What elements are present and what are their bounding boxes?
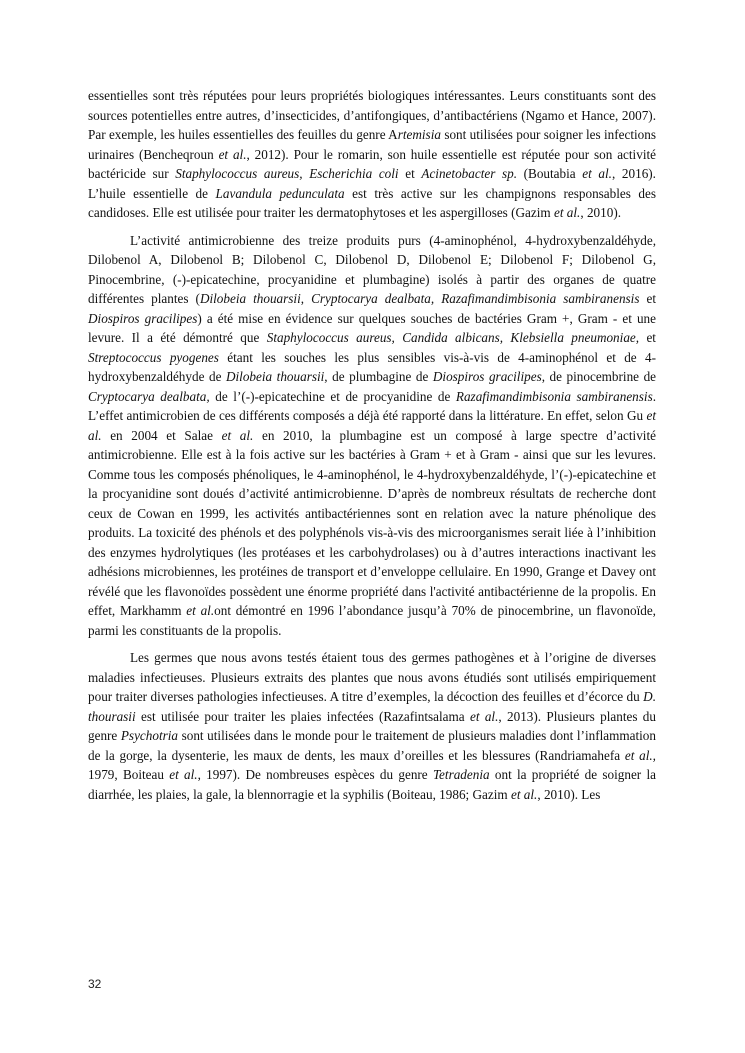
text-segment: , 2013). Plusieurs plantes du genre <box>88 708 656 743</box>
text-segment: et <box>639 291 657 306</box>
text-segment: en 2004 et Salae <box>101 427 222 443</box>
text-segment: , 2016). L’huile essentielle de <box>88 166 656 201</box>
italic-text-segment: Dilobeia thouarsii <box>225 369 325 384</box>
text-segment: , 2010). Les <box>537 786 601 802</box>
italic-text-segment: Tetradenia <box>432 767 490 782</box>
text-segment: sont utilisées pour soigner les infections urinaires (Bencheqroun <box>88 127 656 162</box>
italic-text-segment: et al. <box>221 427 254 443</box>
italic-text-segment: et al. <box>469 708 499 724</box>
italic-text-segment: D. thourasii <box>88 689 656 724</box>
italic-text-segment: Staphylococcus aureus, Escherichia coli <box>175 166 399 181</box>
italic-text-segment: Diospiros gracilipes <box>88 310 198 326</box>
italic-text-segment: Diospiros gracilipes <box>432 369 542 384</box>
paragraph-2 <box>88 231 656 641</box>
italic-text-segment: et al. <box>582 166 612 181</box>
italic-text-segment: Cryptocarya dealbata, Razafimandimbisonia sambiranensis <box>311 291 640 306</box>
text-segment: et <box>398 166 422 181</box>
text-segment: , 1997). De nombreuses espèces du genre <box>197 767 433 782</box>
italic-text-segment: Lavandula pedunculata <box>215 185 345 201</box>
text-segment: ont la propriété de soigner la diarrhée, les plaies, la gale, la blennorragie et la syphilis (Boiteau, 1986; Gazim <box>88 767 656 802</box>
italic-text-segment: et al. <box>88 408 656 443</box>
text-segment: essentielles sont très réputées pour leurs propriétés biologiques intéressantes. Leurs constituants sont des sources potentielles entre autres, d’insecticides, d’antifongiques, d’antibactériens (Ngamo et Hance, 2007). Par exemple, les huiles essentielles des feuilles du genre A <box>88 88 656 142</box>
italic-text-segment: Streptococcus pyogenes <box>88 349 219 365</box>
text-segment: Les germes que nous avons testés étaient tous des germes pathogènes et à l’origine de diverses maladies infectieuses. Plusieurs extraits des plantes que nous avons étudiés sont utilisés empiriquement pour traiter diverses pathologies infectieuses. A titre d’exemples, la décoction des feuilles et d’écorce du <box>88 650 656 704</box>
text-segment: en 2010, la plumbagine est un composé à large spectre d’activité antimicrobienne. Elle est à la fois active sur les bactéries à Gram + et à Gram - ainsi que sur les levures. Comme tous les composés phénoliques, le 4-aminophénol, le 4-hydroxybenzaldéhyde, l’(-)-epicatechine et la procyanidine sont doués d’activité antimicrobienne. D’après de nombreux résultats de recherche dont ceux de Cowan en 1999, les activités antibactériennes sont en relation avec la nature phénolique des produits. La toxicité des phénols et des polyphénols vis-à-vis des microorganismes serait liée à l’inhibition des enzymes hydrolytiques (les protéases et les carbohydrolases) ou à d’autres interactions inactivant les adhésions microbiennes, les protéines de transport et d’enveloppe cellulaire. En 1990, Grange et Davey ont révélé que les flavonoïdes possèdent une énorme propriété dans l'activité antibactérienne de la propolis. En effet, Markhamm <box>88 427 656 618</box>
text-segment: , <box>300 291 312 306</box>
text-segment: (Boutabia <box>517 166 583 181</box>
text-segment: sont utilisées dans le monde pour le traitement de plusieurs maladies dont l’inflammation de la gorge, la dysenterie, les maux de dents, les maux d’oreilles et les blessures (Randriamahefa <box>88 728 656 763</box>
text-segment: L’activité antimicrobienne des treize produits purs (4-aminophénol, 4-hydroxybenzaldéhyde, Dilobenol A, Dilobenol B; Dilobenol C, Dilobenol D, Dilobenol E; Dilobenol F; Dilobenol G, Pinocembrine, (-)-epicatechine, procyanidine et plumbagine) isolés à partir des organes de quatre différentes plantes ( <box>88 232 656 306</box>
text-segment: , de plumbagine de <box>324 369 433 384</box>
text-segment: est très active sur les champignons responsables des candidoses. Elle est utilisée pour traiter les dermatophytoses et les aspergilloses (Gazim <box>88 185 656 220</box>
page-number: 32 <box>88 977 102 991</box>
italic-text-segment: rtemisia <box>397 127 441 142</box>
italic-text-segment: et al. <box>553 205 581 220</box>
text-segment: , 2010). <box>580 205 622 220</box>
italic-text-segment: et al. <box>218 146 247 162</box>
italic-text-segment: et al., <box>624 747 656 763</box>
italic-text-segment: Razafimandimbisonia sambiranensis <box>455 388 653 404</box>
text-segment: ont démontré en 1996 l’abondance jusqu’à 70% de pinocembrine, un flavonoïde, parmi les constituants de la propolis. <box>88 603 656 638</box>
italic-text-segment: Dilobeia thouarsii <box>199 291 301 306</box>
text-segment: est utilisée pour traiter les plaies infectées (Razafintsalama <box>135 708 470 724</box>
text-segment: de l’(-)-epicatechine et de procyanidine de <box>209 388 456 404</box>
italic-text-segment: Staphylococcus aureus, Candida albicans, Klebsiella pneumoniae, <box>266 330 640 345</box>
text-segment: et <box>639 330 656 345</box>
italic-text-segment: Cryptocarya dealbata, <box>88 388 210 404</box>
italic-text-segment: Acinetobacter sp. <box>421 166 518 181</box>
italic-text-segment: Psychotria <box>120 728 179 743</box>
text-segment: , de pinocembrine de <box>541 369 657 384</box>
text-segment: ) a été mise en évidence sur quelques souches de bactéries Gram +, Gram - et une levure. Il a été démontré que <box>88 310 656 345</box>
italic-text-segment: et al. <box>169 767 198 782</box>
text-segment: . L’effet antimicrobien de ces différents composés a déjà été rapporté dans la littérature. En effet, selon Gu <box>88 388 657 423</box>
text-segment: étant les souches les plus sensibles vis-à-vis de 4-aminophénol et de 4-hydroxybenzaldéhyde de <box>88 349 656 384</box>
italic-text-segment: et al. <box>186 603 215 618</box>
paragraph-3 <box>88 648 656 804</box>
italic-text-segment: et al. <box>510 786 538 802</box>
page-body <box>88 86 656 812</box>
text-segment: 1979, Boiteau <box>88 767 170 782</box>
paragraph-1 <box>88 86 656 223</box>
text-segment: , 2012). Pour le romarin, son huile essentielle est réputée pour son activité bactéricide sur <box>88 146 657 181</box>
